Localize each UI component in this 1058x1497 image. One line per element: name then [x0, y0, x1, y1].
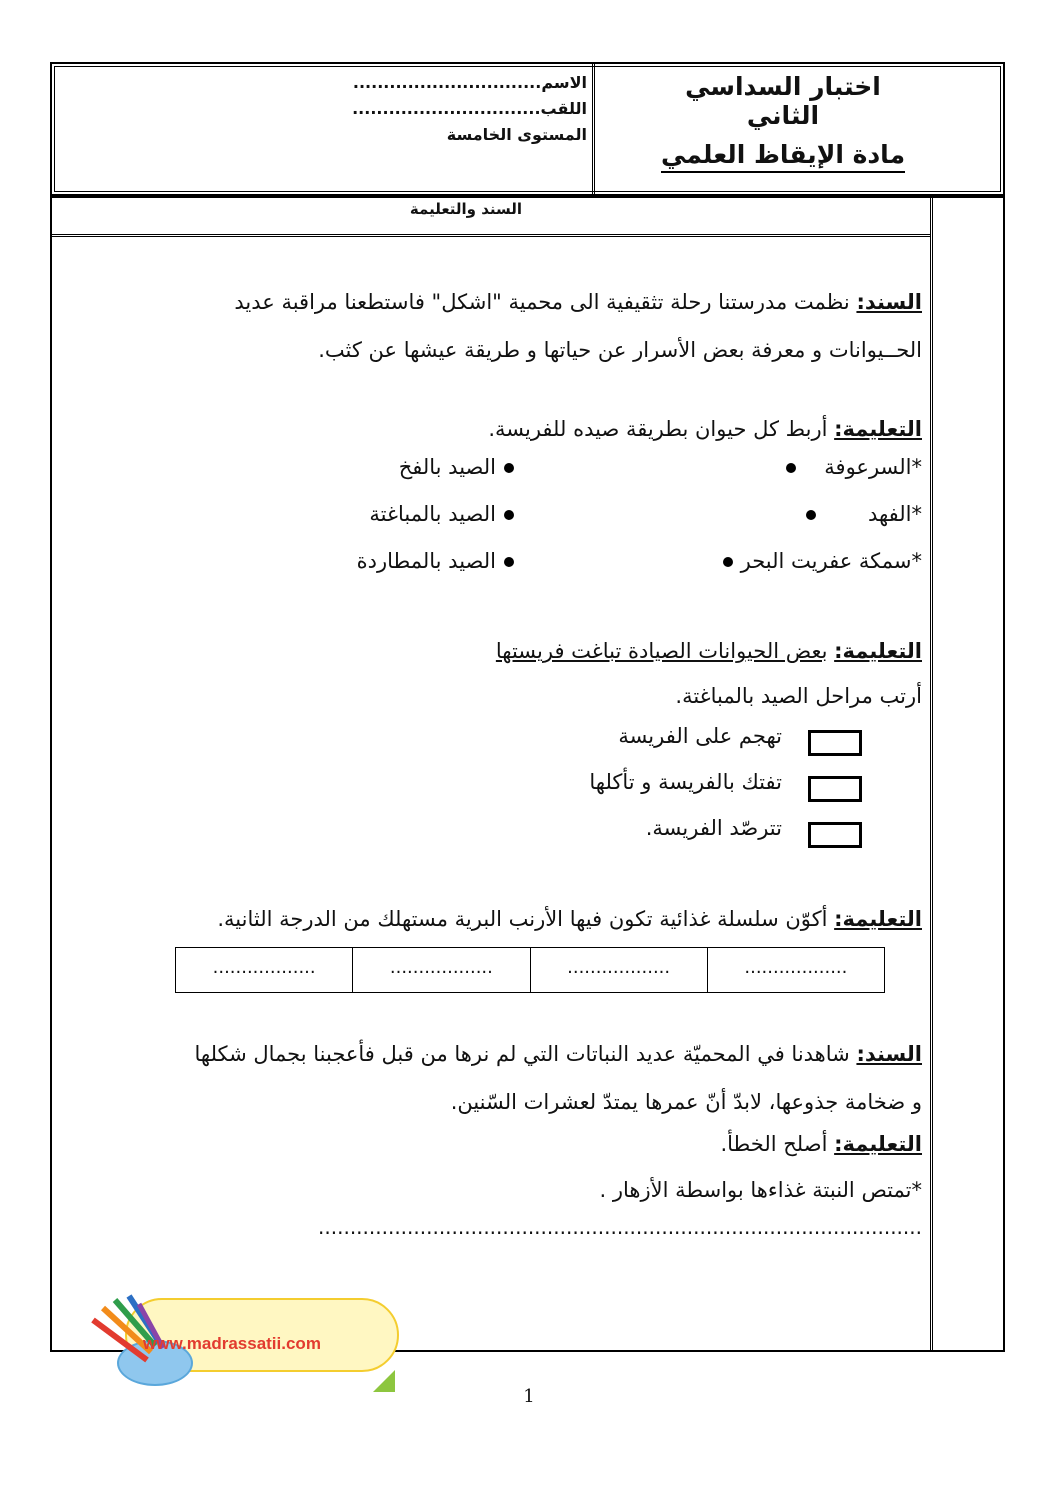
method-item[interactable]: الصيد بالفخ: [399, 455, 522, 479]
header-divider: [592, 64, 595, 194]
sanad-2-line-2: و ضخامة جذوعها، لابدّ أنّ عمرها يمتدّ لعشرات السّنين.: [450, 1090, 922, 1114]
task-4-text: أصلح الخطأ.: [720, 1132, 828, 1156]
student-info: [312, 70, 587, 148]
match-dot[interactable]: [786, 463, 796, 473]
step-row-3: [562, 816, 862, 856]
exam-title-block: [653, 72, 913, 173]
step-row-1: [562, 724, 862, 764]
task-2-label: التعليمة:: [834, 639, 922, 663]
margin-column-divider: [930, 198, 933, 1350]
site-logo: [85, 1290, 400, 1395]
page-number: 1: [523, 1386, 535, 1407]
sanad-2: [60, 1030, 922, 1126]
step-text: تفتك بالفريسة و تأكلها: [589, 770, 782, 794]
animal-item[interactable]: *السرعوفة: [778, 455, 922, 479]
task-4-statement: *تمتص النبتة غذاءها بواسطة الأزهار .: [599, 1178, 922, 1202]
exam-title: اختبار السداسي الثاني: [685, 72, 881, 130]
name-field[interactable]: الاسم...............................: [352, 73, 587, 92]
sanad-2-label: السند:: [856, 1042, 922, 1066]
order-box[interactable]: [808, 776, 862, 802]
sanad-2-line-1: شاهدنا في المحميّة عديد النباتات التي لم نرها من قبل فأعجبنا بجمال شكلها: [194, 1042, 850, 1066]
task-3-label: التعليمة:: [834, 907, 922, 931]
header-table: [50, 62, 1005, 196]
sanad-1-line-2: الحــيوانات و معرفة بعض الأسرار عن حياتها و طريقة عيشها عن كثب.: [318, 338, 922, 362]
subject-title: مادة الإيقاظ العلمي: [661, 140, 905, 173]
method-item[interactable]: الصيد بالمباغتة: [369, 502, 522, 526]
match-dot[interactable]: [504, 463, 514, 473]
match-dot[interactable]: [806, 510, 816, 520]
animal-item[interactable]: *سمكة عفريت البحر: [715, 549, 922, 573]
surname-field[interactable]: اللقب...............................: [352, 99, 587, 118]
task-3-text: أكوّن سلسلة غذائية تكون فيها الأرنب البرية مستهلك من الدرجة الثانية.: [217, 907, 828, 931]
step-text: تترصّد الفريسة.: [645, 816, 782, 840]
match-dot[interactable]: [723, 557, 733, 567]
food-chain-cell[interactable]: ..................: [353, 948, 530, 992]
task-1-label: التعليمة:: [834, 417, 922, 441]
task-3-heading: [60, 895, 922, 943]
task-2-text: بعض الحيوانات الصيادة تباغت فريستها: [495, 639, 828, 663]
sanad-1: [62, 278, 922, 374]
task-2-sub: أرتب مراحل الصيد بالمباغتة.: [675, 684, 922, 708]
sanad-1-line-1: نظمت مدرستنا رحلة تثقيفية الى محمية "اشكل" فاستطعنا مراقبة عديد: [234, 290, 850, 314]
order-box[interactable]: [808, 822, 862, 848]
sanad-1-label: السند:: [856, 290, 922, 314]
task-4-heading: [62, 1120, 922, 1168]
section-label: السند والتعليمة: [409, 200, 523, 218]
match-row-2: [60, 502, 922, 546]
task-1-heading: [62, 405, 922, 453]
step-row-2: [542, 770, 862, 810]
food-chain-cell[interactable]: ..................: [744, 957, 848, 978]
food-chain-cell[interactable]: ..................: [176, 948, 353, 992]
match-dot[interactable]: [504, 510, 514, 520]
step-text: تهجم على الفريسة: [618, 724, 782, 748]
food-chain-cell[interactable]: ..................: [531, 948, 708, 992]
food-chain-table: [175, 947, 885, 993]
match-row-1: [60, 455, 922, 499]
answer-line[interactable]: ...............................................................................................: [318, 1215, 922, 1239]
task-2-heading: [62, 627, 922, 675]
task-1-text: أربط كل حيوان بطريقة صيده للفريسة.: [488, 417, 828, 441]
method-item[interactable]: الصيد بالمطاردة: [357, 549, 522, 573]
order-box[interactable]: [808, 730, 862, 756]
match-row-3: [60, 549, 922, 593]
pencils-icon: [85, 1290, 175, 1370]
site-url: www.madrassatii.com: [143, 1334, 321, 1353]
level-label: المستوى الخامسة: [446, 125, 587, 144]
match-dot[interactable]: [504, 557, 514, 567]
task-4-label: التعليمة:: [834, 1132, 922, 1156]
animal-item[interactable]: *الفهد: [798, 502, 922, 526]
section-header-divider: [52, 234, 930, 237]
